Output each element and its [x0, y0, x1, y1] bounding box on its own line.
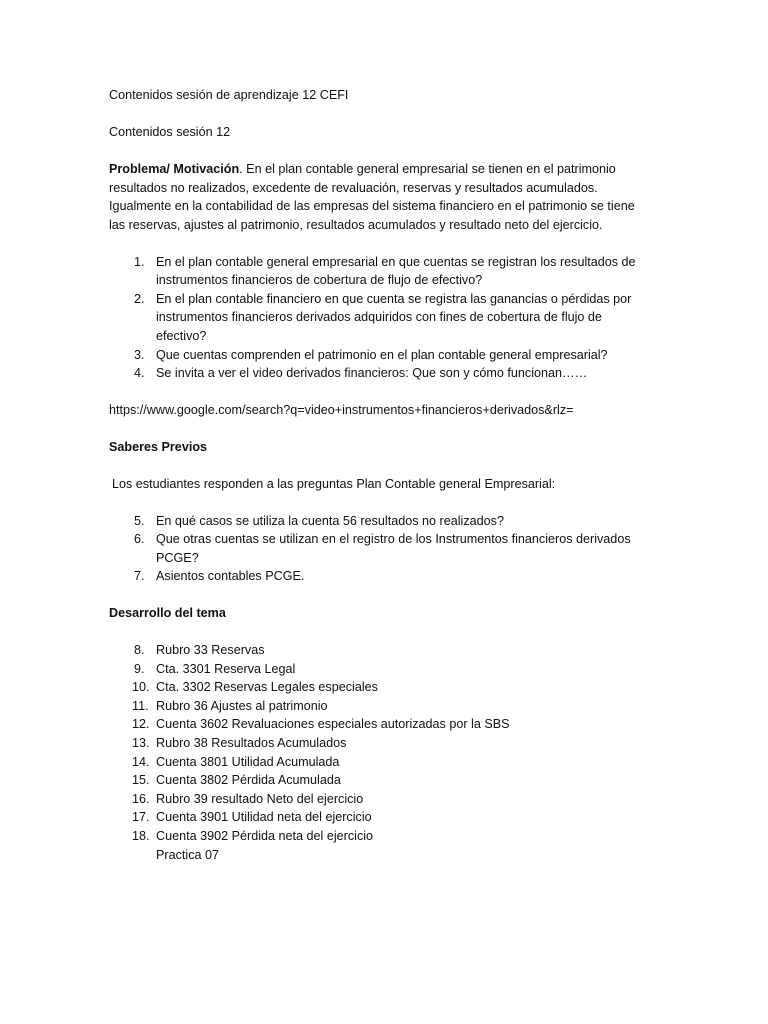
list-item: 4. Se invita a ver el video derivados financieros: Que son y cómo funcionan…… [109, 364, 649, 383]
practica-label: Practica 07 [156, 847, 219, 862]
saberes-list [109, 512, 649, 586]
list-item: 1. En el plan contable general empresarial en que cuentas se registran los resultados de instrumentos financieros de cobertura de flujo de efectivo? [134, 254, 636, 288]
list-item: 7. Asientos contables PCGE. [109, 567, 649, 586]
list-item: 12. Cuenta 3602 Revaluaciones especiales autorizadas por la SBS [109, 715, 649, 734]
list-number: 8. [134, 642, 145, 657]
list-number: 14. [132, 754, 150, 769]
list-number: 13. [132, 735, 150, 750]
list-number: 18. [132, 828, 150, 843]
list-item: 14. Cuenta 3801 Utilidad Acumulada [109, 753, 649, 772]
list-number: 5. [134, 513, 145, 528]
questions-list [109, 253, 649, 383]
document-content [109, 86, 649, 864]
list-number: 15. [132, 773, 150, 788]
video-url: https://www.google.com/search?q=video+instrumentos+financieros+derivados&rlz= [109, 402, 574, 417]
list-number: 9. [134, 661, 145, 676]
list-item: 5. En qué casos se utiliza la cuenta 56 resultados no realizados? [109, 512, 649, 531]
list-item: 11. Rubro 36 Ajustes al patrimonio [109, 697, 649, 716]
list-number: 2. [134, 291, 145, 306]
list-number: 17. [132, 810, 150, 825]
list-item: 10. Cta. 3302 Reservas Legales especiales [109, 678, 649, 697]
list-number: 6. [134, 532, 145, 547]
list-number: 16. [132, 791, 150, 806]
problem-line-3: Igualmente en la contabilidad de las empresas del sistema financiero en el patrimonio se tiene [109, 199, 635, 214]
list-item: 9. Cta. 3301 Reserva Legal [109, 660, 649, 679]
list-item: 18. Cuenta 3902 Pérdida neta del ejercicio [109, 827, 649, 846]
list-number: 7. [134, 569, 145, 584]
session-subtitle: Contenidos sesión 12 [109, 125, 231, 140]
saberes-heading: Saberes Previos [109, 439, 208, 454]
list-item: 17. Cuenta 3901 Utilidad neta del ejercicio [109, 808, 649, 827]
list-number: 3. [134, 347, 145, 362]
problem-line-1: Problema/ Motivación. En el plan contable general empresarial se tienen en el patrimonio [109, 162, 616, 177]
desarrollo-list [109, 641, 649, 846]
list-number: 4. [134, 366, 145, 381]
document-title: Contenidos sesión de aprendizaje 12 CEFI [109, 88, 349, 102]
list-number: 1. [134, 254, 145, 269]
desarrollo-heading: Desarrollo del tema [109, 605, 226, 620]
list-item: 2. En el plan contable financiero en que cuenta se registra las ganancias o pérdidas por instrumentos financieros derivados adquiridos con fines de cobertura de flujo de efectivo? [134, 291, 632, 343]
list-item: 3. Que cuentas comprenden el patrimonio en el plan contable general empresarial? [109, 346, 649, 365]
list-item: 13. Rubro 38 Resultados Acumulados [109, 734, 649, 753]
list-item: 6. Que otras cuentas se utilizan en el registro de los Instrumentos financieros derivados PCGE? [134, 532, 631, 565]
problem-line-4: las reservas, ajustes al patrimonio, resultados acumulados y resultado neto del ejercicio. [109, 217, 603, 232]
list-number: 12. [132, 717, 150, 732]
saberes-intro: Los estudiantes responden a las preguntas Plan Contable general Empresarial: [112, 476, 556, 491]
list-number: 11. [132, 698, 149, 713]
list-item: 8. Rubro 33 Reservas [109, 641, 649, 660]
problem-paragraph [109, 160, 649, 234]
problem-label: Problema/ Motivación [109, 162, 240, 177]
list-item: 15. Cuenta 3802 Pérdida Acumulada [109, 771, 649, 790]
list-number: 10. [132, 680, 150, 695]
problem-line-2: resultados no realizados, excedente de revaluación, reservas y resultados acumulados. [109, 180, 598, 195]
list-item: 16. Rubro 39 resultado Neto del ejercicio [109, 790, 649, 809]
